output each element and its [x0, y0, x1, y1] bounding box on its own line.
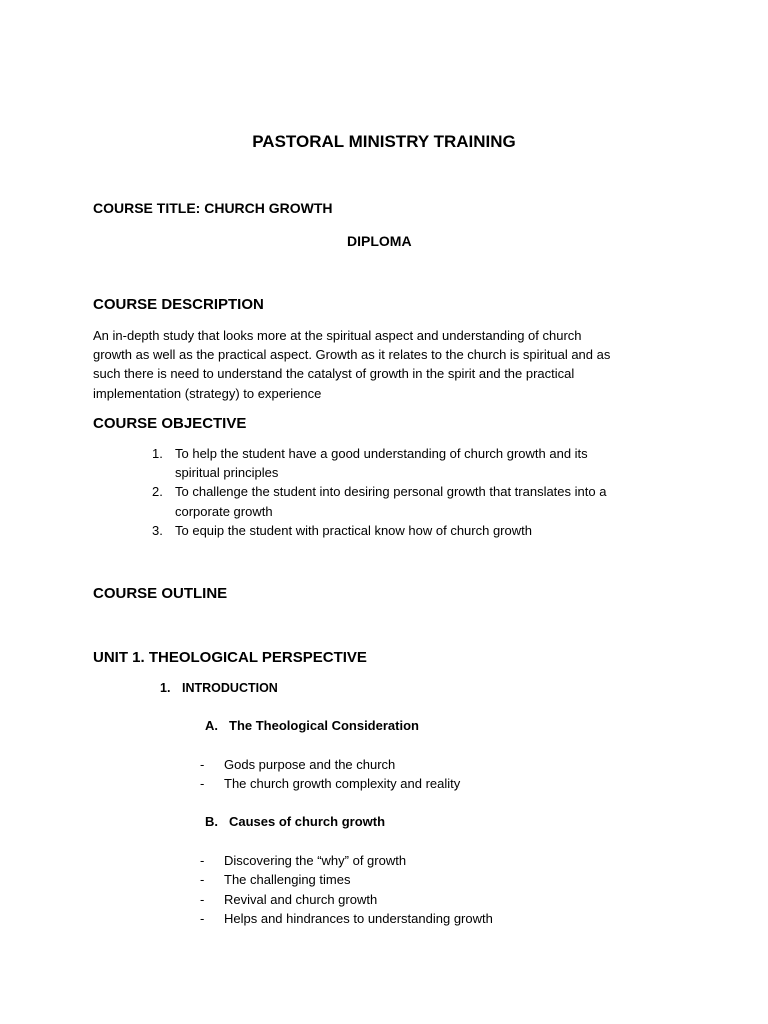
- dash-bullet: -: [200, 757, 205, 772]
- section-a-title: The Theological Consideration: [229, 718, 419, 733]
- unit-1-heading: UNIT 1. THEOLOGICAL PERSPECTIVE: [93, 649, 367, 666]
- section-b-title: Causes of church growth: [229, 814, 386, 829]
- introduction-heading: [160, 680, 278, 697]
- list-item: [200, 870, 493, 889]
- objective-line: corporate growth: [175, 503, 273, 519]
- objective-number: 2.: [152, 484, 163, 500]
- course-title: COURSE TITLE: CHURCH GROWTH: [93, 200, 333, 216]
- objective-line: spiritual principles: [175, 465, 279, 481]
- section-a-list: [200, 755, 460, 794]
- objective-number: 3.: [152, 522, 163, 538]
- description-line: implementation (strategy) to experience: [93, 385, 322, 401]
- description-line: such there is need to understand the catalyst of growth in the spirit and the practical: [93, 366, 575, 382]
- dash-bullet: -: [200, 872, 205, 888]
- list-item: [200, 851, 493, 870]
- list-item-text: Helps and hindrances to understanding growth: [224, 910, 493, 926]
- dash-bullet: -: [200, 891, 205, 907]
- introduction-number: 1.: [160, 681, 171, 695]
- list-item: [200, 909, 493, 928]
- course-description-heading: COURSE DESCRIPTION: [93, 296, 264, 313]
- objective-item: [152, 444, 672, 482]
- objective-number: 1.: [152, 446, 163, 461]
- course-level: DIPLOMA: [347, 233, 412, 249]
- list-item: [200, 755, 460, 774]
- section-b-heading: [205, 813, 385, 831]
- description-line: An in-depth study that looks more at the spiritual aspect and understanding of church: [93, 328, 582, 343]
- document-title: PASTORAL MINISTRY TRAINING: [252, 132, 516, 151]
- objective-line: To help the student have a good understanding of church growth and its: [175, 446, 588, 461]
- section-b-letter: B.: [205, 814, 218, 829]
- list-item-text: Gods purpose and the church: [224, 757, 396, 772]
- dash-bullet: -: [200, 853, 205, 868]
- list-item: [200, 890, 493, 909]
- course-outline-heading: COURSE OUTLINE: [93, 585, 228, 602]
- list-item-text: The church growth complexity and reality: [224, 776, 461, 792]
- section-b-list: [200, 851, 493, 928]
- objective-item: [152, 521, 672, 540]
- dash-bullet: -: [200, 910, 205, 926]
- course-description-text: [93, 326, 678, 403]
- objective-item: [152, 482, 672, 520]
- section-a-letter: A.: [205, 718, 218, 733]
- introduction-label: INTRODUCTION: [182, 681, 278, 695]
- objective-list: [152, 444, 672, 540]
- course-objective-heading: COURSE OBJECTIVE: [93, 415, 247, 432]
- objective-line: To challenge the student into desiring personal growth that translates into a: [175, 484, 607, 500]
- list-item-text: Revival and church growth: [224, 891, 378, 907]
- section-a-heading: [205, 717, 419, 735]
- list-item: [200, 774, 460, 793]
- list-item-text: Discovering the “why” of growth: [224, 853, 407, 868]
- dash-bullet: -: [200, 776, 205, 792]
- list-item-text: The challenging times: [224, 872, 351, 888]
- objective-line: To equip the student with practical know how of church growth: [175, 522, 532, 538]
- description-line: growth as well as the practical aspect. Growth as it relates to the church is spiritual and as: [93, 347, 611, 363]
